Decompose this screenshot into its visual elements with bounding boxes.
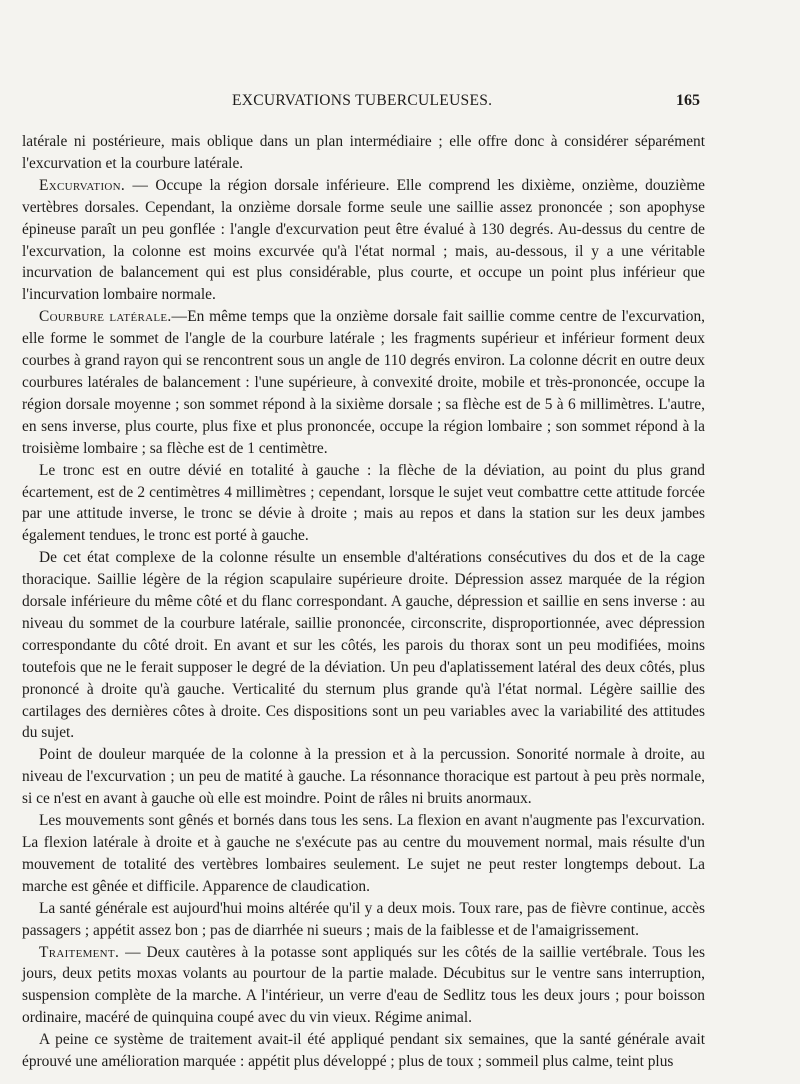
paragraph-resultat (22, 1029, 705, 1073)
paragraph-alterations (22, 547, 705, 744)
paragraph-courbure-laterale (22, 306, 705, 459)
section-heading-courbure-laterale: Courbure latérale.— (39, 308, 188, 326)
paragraph-text: latérale ni postérieure, mais oblique dans un plan intermédiaire ; elle offre donc à considérer séparément l'excurvation et la courbure latérale. (22, 133, 705, 172)
section-heading-excurvation: Excurvation. — (39, 176, 149, 194)
paragraph-percussion (22, 744, 705, 810)
paragraph-text: De cet état complexe de la colonne résulte un ensemble d'altérations consécutives du dos et de la cage thoracique. Saillie légère de la région scapulaire supérieure droite. Dépression assez marquée de la région dorsale inférieure du même côté et du flanc correspondant. A gauche, dépression et saillie en sens inverse : au niveau du sommet de la courbure latérale, saillie prononcée, circonscrite, disproportionnée, avec dépression correspondante du côté droit. En avant et sur les côtés, les parois du thorax sont un peu modifiées, moins toutefois que ne le ferait supposer le degré de la déviation. Un peu d'aplatissement latéral des deux côtés, plus prononcé à droite qu'à gauche. Verticalité du sternum plus grande qu'à l'état normal. Légère saillie des cartilages des dernières côtes à droite. Ces dispositions sont un peu variables avec la variabilité des attitudes du sujet. (22, 549, 705, 742)
paragraph-continuation (22, 131, 705, 175)
paragraph-excurvation (22, 175, 705, 306)
body-text (22, 131, 705, 1073)
running-title: EXCURVATIONS TUBERCULEUSES. (232, 92, 493, 109)
paragraph-sante-generale (22, 898, 705, 942)
page-number: 165 (676, 92, 700, 109)
paragraph-text: A peine ce système de traitement avait-il été appliqué pendant six semaines, que la santé générale avait éprouvé une amélioration marquée : appétit plus développé ; plus de toux ; sommeil plus calme, teint plus (22, 1031, 705, 1071)
paragraph-text: Les mouvements sont gênés et bornés dans tous les sens. La flexion en avant n'augmente pas l'excurvation. La flexion latérale à droite et à gauche ne s'exécute pas au centre du mouvement normal, mais résulte d'un mouvement de totalité des vertèbres lombaires seulement. Le sujet ne peut rester longtemps debout. La marche est gênée et difficile. Apparence de claudication. (22, 812, 705, 895)
paragraph-text: En même temps que la onzième dorsale fait saillie comme centre de l'excurvation, elle forme le sommet de l'angle de la courbure latérale ; les fragments supérieur et inférieur forment deux courbes à grand rayon qui se rencontrent sous un angle de 110 degrés environ. La colonne décrit en outre deux courbures latérales de balancement : l'une supérieure, à convexité droite, mobile et très-prononcée, occupe la région dorsale moyenne ; son sommet répond à la sixième dorsale ; sa flèche est de 5 à 6 millimètres. L'autre, en sens inverse, plus courte, plus fixe et plus prononcée, occupe la région lombaire ; son sommet répond à la troisième lombaire ; sa flèche est de 1 centimètre. (22, 308, 705, 457)
paragraph-deviation-tronc (22, 460, 705, 548)
section-heading-traitement: Traitement. — (39, 943, 141, 961)
running-header (0, 92, 800, 116)
paragraph-text: La santé générale est aujourd'hui moins altérée qu'il y a deux mois. Toux rare, pas de fièvre continue, accès passagers ; appétit assez bon ; pas de diarrhée ni sueurs ; mais de la faiblesse et de l'amaigrissement. (22, 899, 705, 939)
paragraph-text: Point de douleur marquée de la colonne à la pression et à la percussion. Sonorité normale à droite, au niveau de l'excurvation ; un peu de matité à gauche. La résonnance thoracique est partout à peu près normale, si ce n'est en avant à gauche où elle est moindre. Point de râles ni bruits anormaux. (22, 746, 705, 808)
paragraph-traitement (22, 942, 705, 1030)
paragraph-mouvements (22, 810, 705, 898)
paragraph-text: Le tronc est en outre dévié en totalité à gauche : la flèche de la déviation, au point du plus grand écartement, est de 2 centimètres 4 millimètres ; cependant, lorsque le sujet veut combattre cette attitude forcée par une attitude inverse, le tronc se dévie à droite ; mais au repos et dans la station sur les deux jambes également tendues, le tronc est porté à gauche. (22, 461, 705, 545)
paragraph-text: Occupe la région dorsale inférieure. Elle comprend les dixième, onzième, douzième vertèbres dorsales. Cependant, la onzième dorsale forme seule une saillie assez prononcée ; son apophyse épineuse paraît un peu gonflée : l'angle d'excurvation peut être évalué à 130 degrés. Au-dessus du centre de l'excurvation, la colonne est moins excurvée qu'à l'état normal ; mais, au-dessous, il y a une véritable incurvation de balancement qui est plus considérable, plus courte, et occupe un point plus inférieur que l'incurvation lombaire normale. (22, 176, 706, 304)
paragraph-text: Deux cautères à la potasse sont appliqués sur les côtés de la saillie vertébrale. Tous les jours, deux petits moxas volants au pourtour de la partie malade. Décubitus sur le ventre sans interruption, suspension complète de la marche. A l'intérieur, un verre d'eau de Sedlitz tous les deux jours ; pour boisson ordinaire, macéré de quinquina coupé avec du vin vieux. Régime animal. (22, 943, 705, 1027)
